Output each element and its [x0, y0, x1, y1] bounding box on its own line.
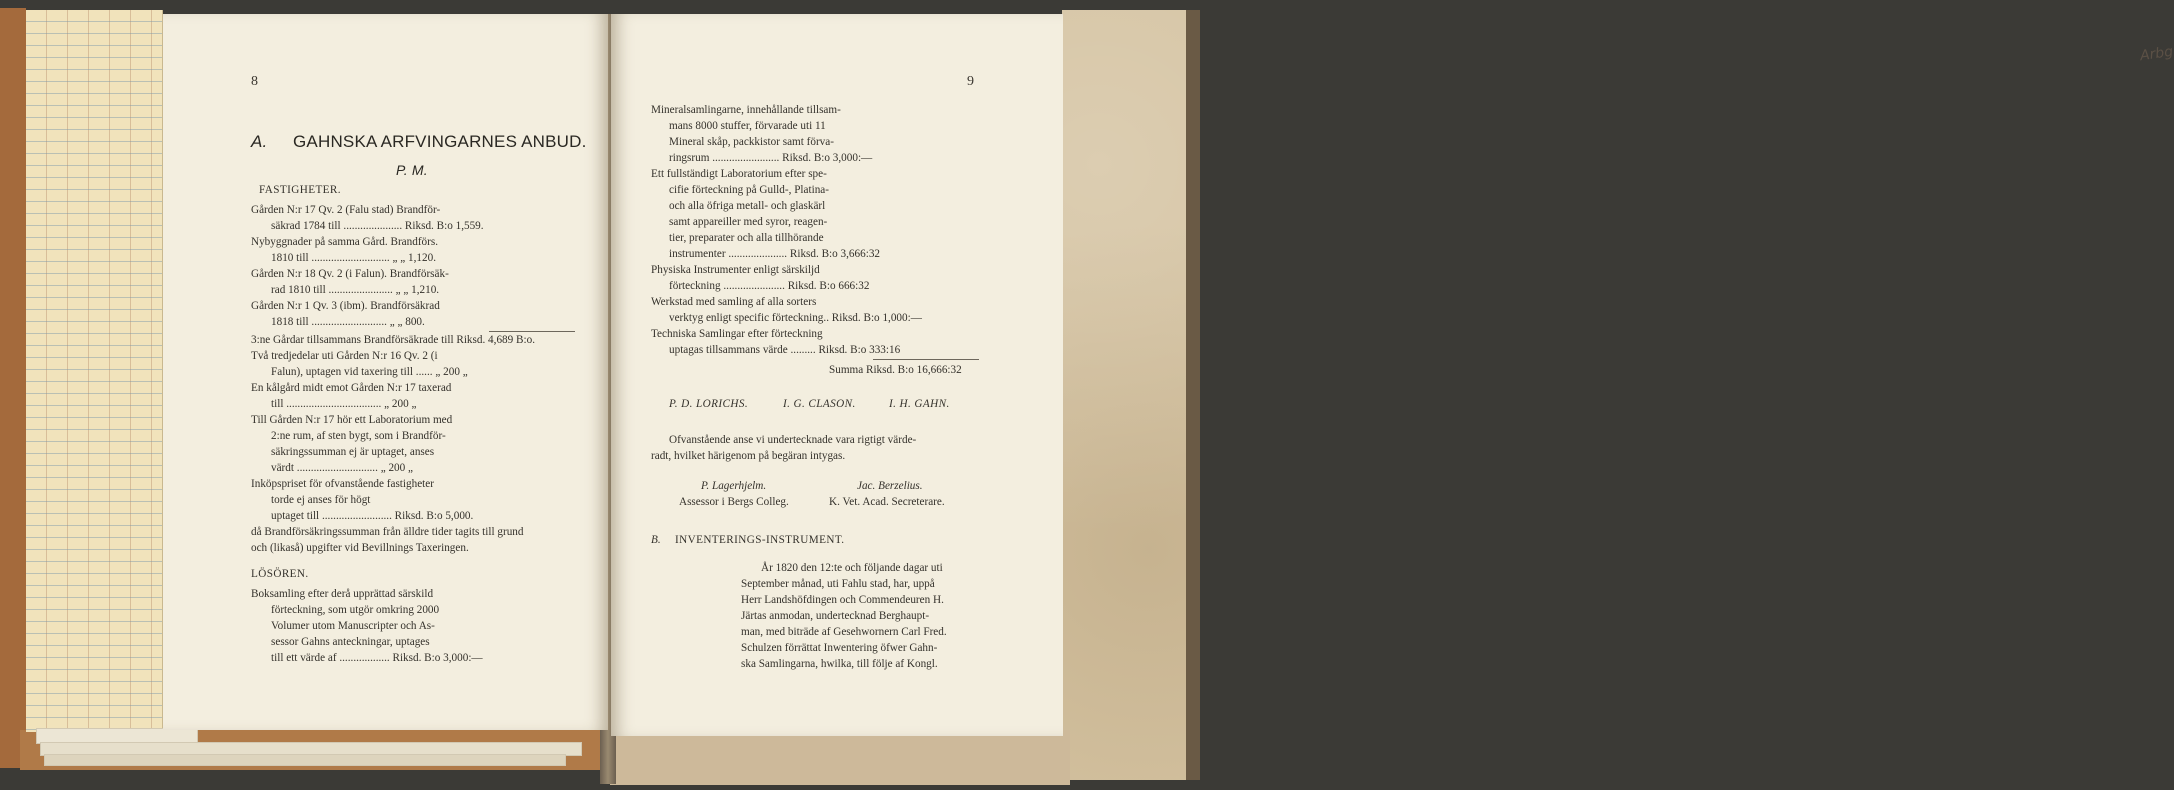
section-letter: A.	[251, 132, 268, 151]
witness-title: K. Vet. Acad. Secreterare.	[829, 496, 945, 508]
page-number: 9	[967, 74, 974, 89]
text-line: Herr Landshöfdingen och Commendeuren H.	[741, 594, 944, 606]
text-line: Mineralsamlingarne, innehållande tillsam-	[651, 104, 841, 116]
text-line: till ett värde af .................. Riksd. B:o 3,000:—	[271, 652, 483, 664]
signer: I. H. GAHN.	[889, 398, 950, 410]
text-line: då Brandförsäkringssumman från älldre tider tagits till grund	[251, 526, 524, 538]
text-line: Gården N:r 18 Qv. 2 (i Falun). Brandförsäk-	[251, 268, 449, 280]
attest-line: Ofvanstående anse vi undertecknade vara rigtigt värde-	[669, 434, 917, 446]
text-line: Gården N:r 1 Qv. 3 (ibm). Brandförsäkrad	[251, 300, 440, 312]
text-line: mans 8000 stuffer, förvarade uti 11	[669, 120, 826, 132]
right-page	[611, 14, 1063, 736]
text-line: Mineral skåp, packkistor samt förva-	[669, 136, 834, 148]
left-page	[163, 14, 608, 730]
right-cover-board	[1062, 10, 2174, 780]
text-line: Till Gården N:r 17 hör ett Laboratorium med	[251, 414, 453, 426]
summa-line: Summa Riksd. B:o 16,666:32	[829, 364, 962, 376]
text-line: ska Samlingarna, hwilka, till följe af Kongl.	[741, 658, 938, 670]
right-cover-edge	[1186, 10, 1200, 780]
page-number: 8	[251, 74, 258, 89]
fastigheter-heading: FASTIGHETER.	[259, 184, 341, 196]
text-line: man, med biträde af Gesehwornern Carl Fred.	[741, 626, 947, 638]
text-line: och (likaså) upgifter vid Bevillnings Taxeringen.	[251, 542, 469, 554]
text-line: förteckning ...................... Riksd. B:o 666:32	[669, 280, 870, 292]
witness-name: Jac. Berzelius.	[857, 480, 923, 492]
subtitle: P. M.	[396, 162, 428, 178]
text-line: uptagas tillsammans värde ......... Riksd. B:o 333:16	[669, 344, 901, 356]
sum-rule	[873, 359, 979, 360]
text-line: Boksamling efter derå upprättad särskild	[251, 588, 434, 600]
text-line: Werkstad med samling af alla sorters	[651, 296, 817, 308]
text-line: Gården N:r 17 Qv. 2 (Falu stad) Brandför-	[251, 204, 441, 216]
text-line: instrumenter ..................... Riksd. B:o 3,666:32	[669, 248, 881, 260]
losoren-heading: LÖSÖREN.	[251, 568, 309, 580]
text-line: rad 1810 till ....................... „ „ 1,210.	[271, 284, 440, 296]
text-line: Ett fullständigt Laboratorium efter spe-	[651, 168, 827, 180]
attest-line: radt, hvilket härigenom på begäran intygas.	[651, 450, 846, 462]
text-line: uptaget till ......................... Riksd. B:o 5,000.	[271, 510, 474, 522]
text-line: 1810 till ............................ „ „ 1,120.	[271, 252, 437, 264]
text-line: En kålgård midt emot Gården N:r 17 taxerad	[251, 382, 452, 394]
text-line: År 1820 den 12:te och följande dagar uti	[761, 562, 943, 574]
text-line: Järtas anmodan, undertecknad Berghaupt-	[741, 610, 930, 622]
section-b-title: INVENTERINGS-INSTRUMENT.	[675, 534, 845, 546]
text-line: samt appareiller med syror, reagen-	[669, 216, 828, 228]
text-line: 2:ne rum, af sten bygt, som i Brandför-	[271, 430, 446, 442]
text-line: förteckning, som utgör omkring 2000	[271, 604, 440, 616]
text-line: Schulzen förrättat Inwentering öfwer Gahn-	[741, 642, 938, 654]
paper-slip	[44, 754, 566, 766]
text-line: verktyg enligt specific förteckning.. Riksd. B:o 1,000:—	[669, 312, 922, 324]
section-b-letter: B.	[651, 534, 661, 546]
text-line: Falun), uptagen vid taxering till ...... „ 200 „	[271, 366, 468, 378]
ledger-sheet	[26, 10, 163, 732]
text-line: till .................................. „ 200 „	[271, 398, 417, 410]
witness-title: Assessor i Bergs Colleg.	[679, 496, 789, 508]
page-title: GAHNSKA ARFVINGARNES ANBUD.	[293, 132, 587, 151]
text-line: cifie förteckning på Gulld-, Platina-	[669, 184, 829, 196]
text-line: Två tredjedelar uti Gården N:r 16 Qv. 2 (i	[251, 350, 438, 362]
text-line: 1818 till ........................... „ „ 800.	[271, 316, 425, 328]
text-line: tier, preparater och alla tillhörande	[669, 232, 824, 244]
text-line: Inköpspriset för ofvanstående fastigheter	[251, 478, 434, 490]
binder-edge	[0, 8, 26, 768]
text-line: torde ej anses för högt	[271, 494, 371, 506]
signer: P. D. LORICHS.	[669, 398, 749, 410]
pencil-margin-note: Arbg	[2139, 43, 2174, 65]
text-line: ringsrum ........................ Riksd. B:o 3,000:—	[669, 152, 873, 164]
text-line: säkringssumman ej är uptaget, anses	[271, 446, 435, 458]
text-line: Volumer utom Manuscripter och As-	[271, 620, 435, 632]
text-line: September månad, uti Fahlu stad, har, uppå	[741, 578, 935, 590]
text-line: värdt ............................. „ 200 „	[271, 462, 413, 474]
text-line: Techniska Samlingar efter förteckning	[651, 328, 823, 340]
text-line: Nybyggnader på samma Gård. Brandförs.	[251, 236, 439, 248]
witness-name: P. Lagerhjelm.	[701, 480, 767, 492]
text-line: Physiska Instrumenter enligt särskiljd	[651, 264, 820, 276]
text-line: och alla öfriga metall- och glaskärl	[669, 200, 826, 212]
text-line: 3:ne Gårdar tillsammans Brandförsäkrade till Riksd. 4,689 B:o.	[251, 334, 535, 346]
text-line: säkrad 1784 till ..................... Riksd. B:o 1,559.	[271, 220, 484, 232]
text-line: sessor Gahns anteckningar, uptages	[271, 636, 430, 648]
bottom-board	[610, 730, 1070, 785]
signer: I. G. CLASON.	[783, 398, 856, 410]
